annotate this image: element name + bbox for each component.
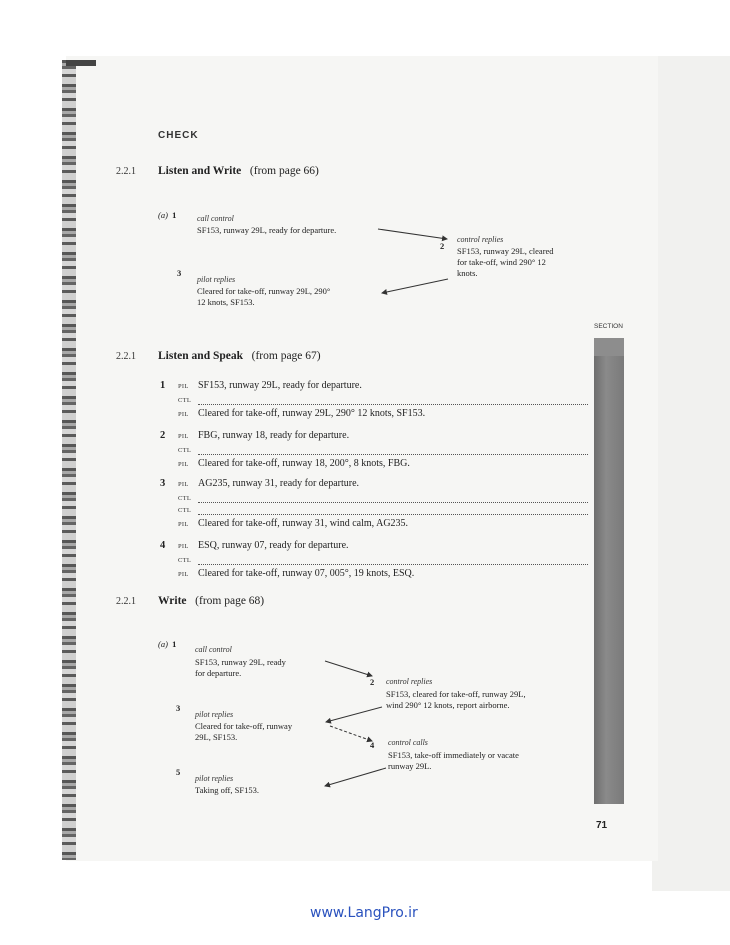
item-number: 2 [160,430,166,441]
step-number: 1 [172,639,177,649]
arrow-line [325,768,386,786]
step-text: SF153, runway 29L, cleared [457,246,554,256]
page-number: 71 [596,820,608,831]
speaker-label: PIL [178,571,189,578]
speaker-label: CTL [178,397,192,404]
step-role: pilot replies [195,774,234,783]
step-text: Cleared for take-off, runway [195,721,293,731]
speaker-label: PIL [178,383,189,390]
step-text: runway 29L. [388,761,432,771]
section-title: Listen and Speak [158,350,244,362]
step-text: 29L, SF153. [195,732,238,742]
pilot-line: SF153, runway 29L, ready for departure. [198,380,362,391]
pilot-line: FBG, runway 18, ready for departure. [198,430,350,441]
section-title: Listen and Write [158,165,242,177]
speaker-label: CTL [178,507,192,514]
step-text: knots. [457,268,478,278]
step-number: 2 [370,677,375,687]
step-text: for take-off, wind 290° 12 [457,257,546,267]
arrow-line [330,726,372,741]
step-text: Taking off, SF153. [195,785,259,795]
footer-url[interactable]: www.LangPro.ir [310,905,418,921]
speaker-label: CTL [178,447,192,454]
item-number: 1 [160,380,166,391]
section-label: SECTION [594,323,623,330]
step-text: SF153, cleared for take-off, runway 29L, [386,689,526,699]
section-source: (from page 67) [251,350,321,362]
speaker-label: PIL [178,461,189,468]
step-text: wind 290° 12 knots, report airborne. [386,700,510,710]
step-role: control replies [386,677,433,686]
section-title: Write [158,595,187,607]
speaker-label: PIL [178,481,189,488]
step-number: 3 [177,268,182,278]
pilot-line: Cleared for take-off, runway 31, wind calm, AG235. [198,518,409,529]
arrow-line [325,661,372,676]
pilot-line: AG235, runway 31, ready for departure. [198,478,360,489]
step-text: Cleared for take-off, runway 29L, 290° [197,286,331,296]
speaker-label: PIL [178,433,189,440]
section-number: 2.2.1 [116,166,136,177]
part-letter: (a) [158,639,168,649]
step-role: control replies [457,235,504,244]
section-number: 2.2.1 [116,596,136,607]
step-number: 1 [172,210,177,220]
check-heading: CHECK [158,130,199,141]
speaker-label: CTL [178,495,192,502]
step-text: SF153, runway 29L, ready for departure. [197,225,337,235]
step-text: SF153, runway 29L, ready [195,657,286,667]
step-text: for departure. [195,668,242,678]
step-number: 3 [176,703,181,713]
step-number: 5 [176,767,181,777]
step-text: SF153, take-off immediately or vacate [388,750,519,760]
arrow-line [378,229,447,239]
item-number: 3 [160,478,166,489]
speaker-label: PIL [178,411,189,418]
pilot-line: Cleared for take-off, runway 29L, 290° 12 knots, SF153. [198,408,426,419]
step-number: 4 [370,740,375,750]
step-role: pilot replies [195,710,234,719]
arrow-line [326,707,382,722]
item-number: 4 [160,540,166,551]
speaker-label: PIL [178,543,189,550]
step-role: call control [197,214,234,223]
pilot-line: Cleared for take-off, runway 07, 005°, 19 knots, ESQ. [198,568,415,579]
pilot-line: ESQ, runway 07, ready for departure. [198,540,349,551]
step-role: control calls [388,738,428,747]
section-number: 2.2.1 [116,351,136,362]
arrow-line [382,279,448,293]
step-text: 12 knots, SF153. [197,297,255,307]
step-role: pilot replies [197,275,236,284]
pilot-line: Cleared for take-off, runway 18, 200°, 8 knots, FBG. [198,458,410,469]
section-source: (from page 68) [195,595,265,607]
step-number: 2 [440,241,445,251]
speaker-label: PIL [178,521,189,528]
part-letter: (a) [158,210,168,220]
speaker-label: CTL [178,557,192,564]
section-source: (from page 66) [249,165,319,177]
step-role: call control [195,645,232,654]
